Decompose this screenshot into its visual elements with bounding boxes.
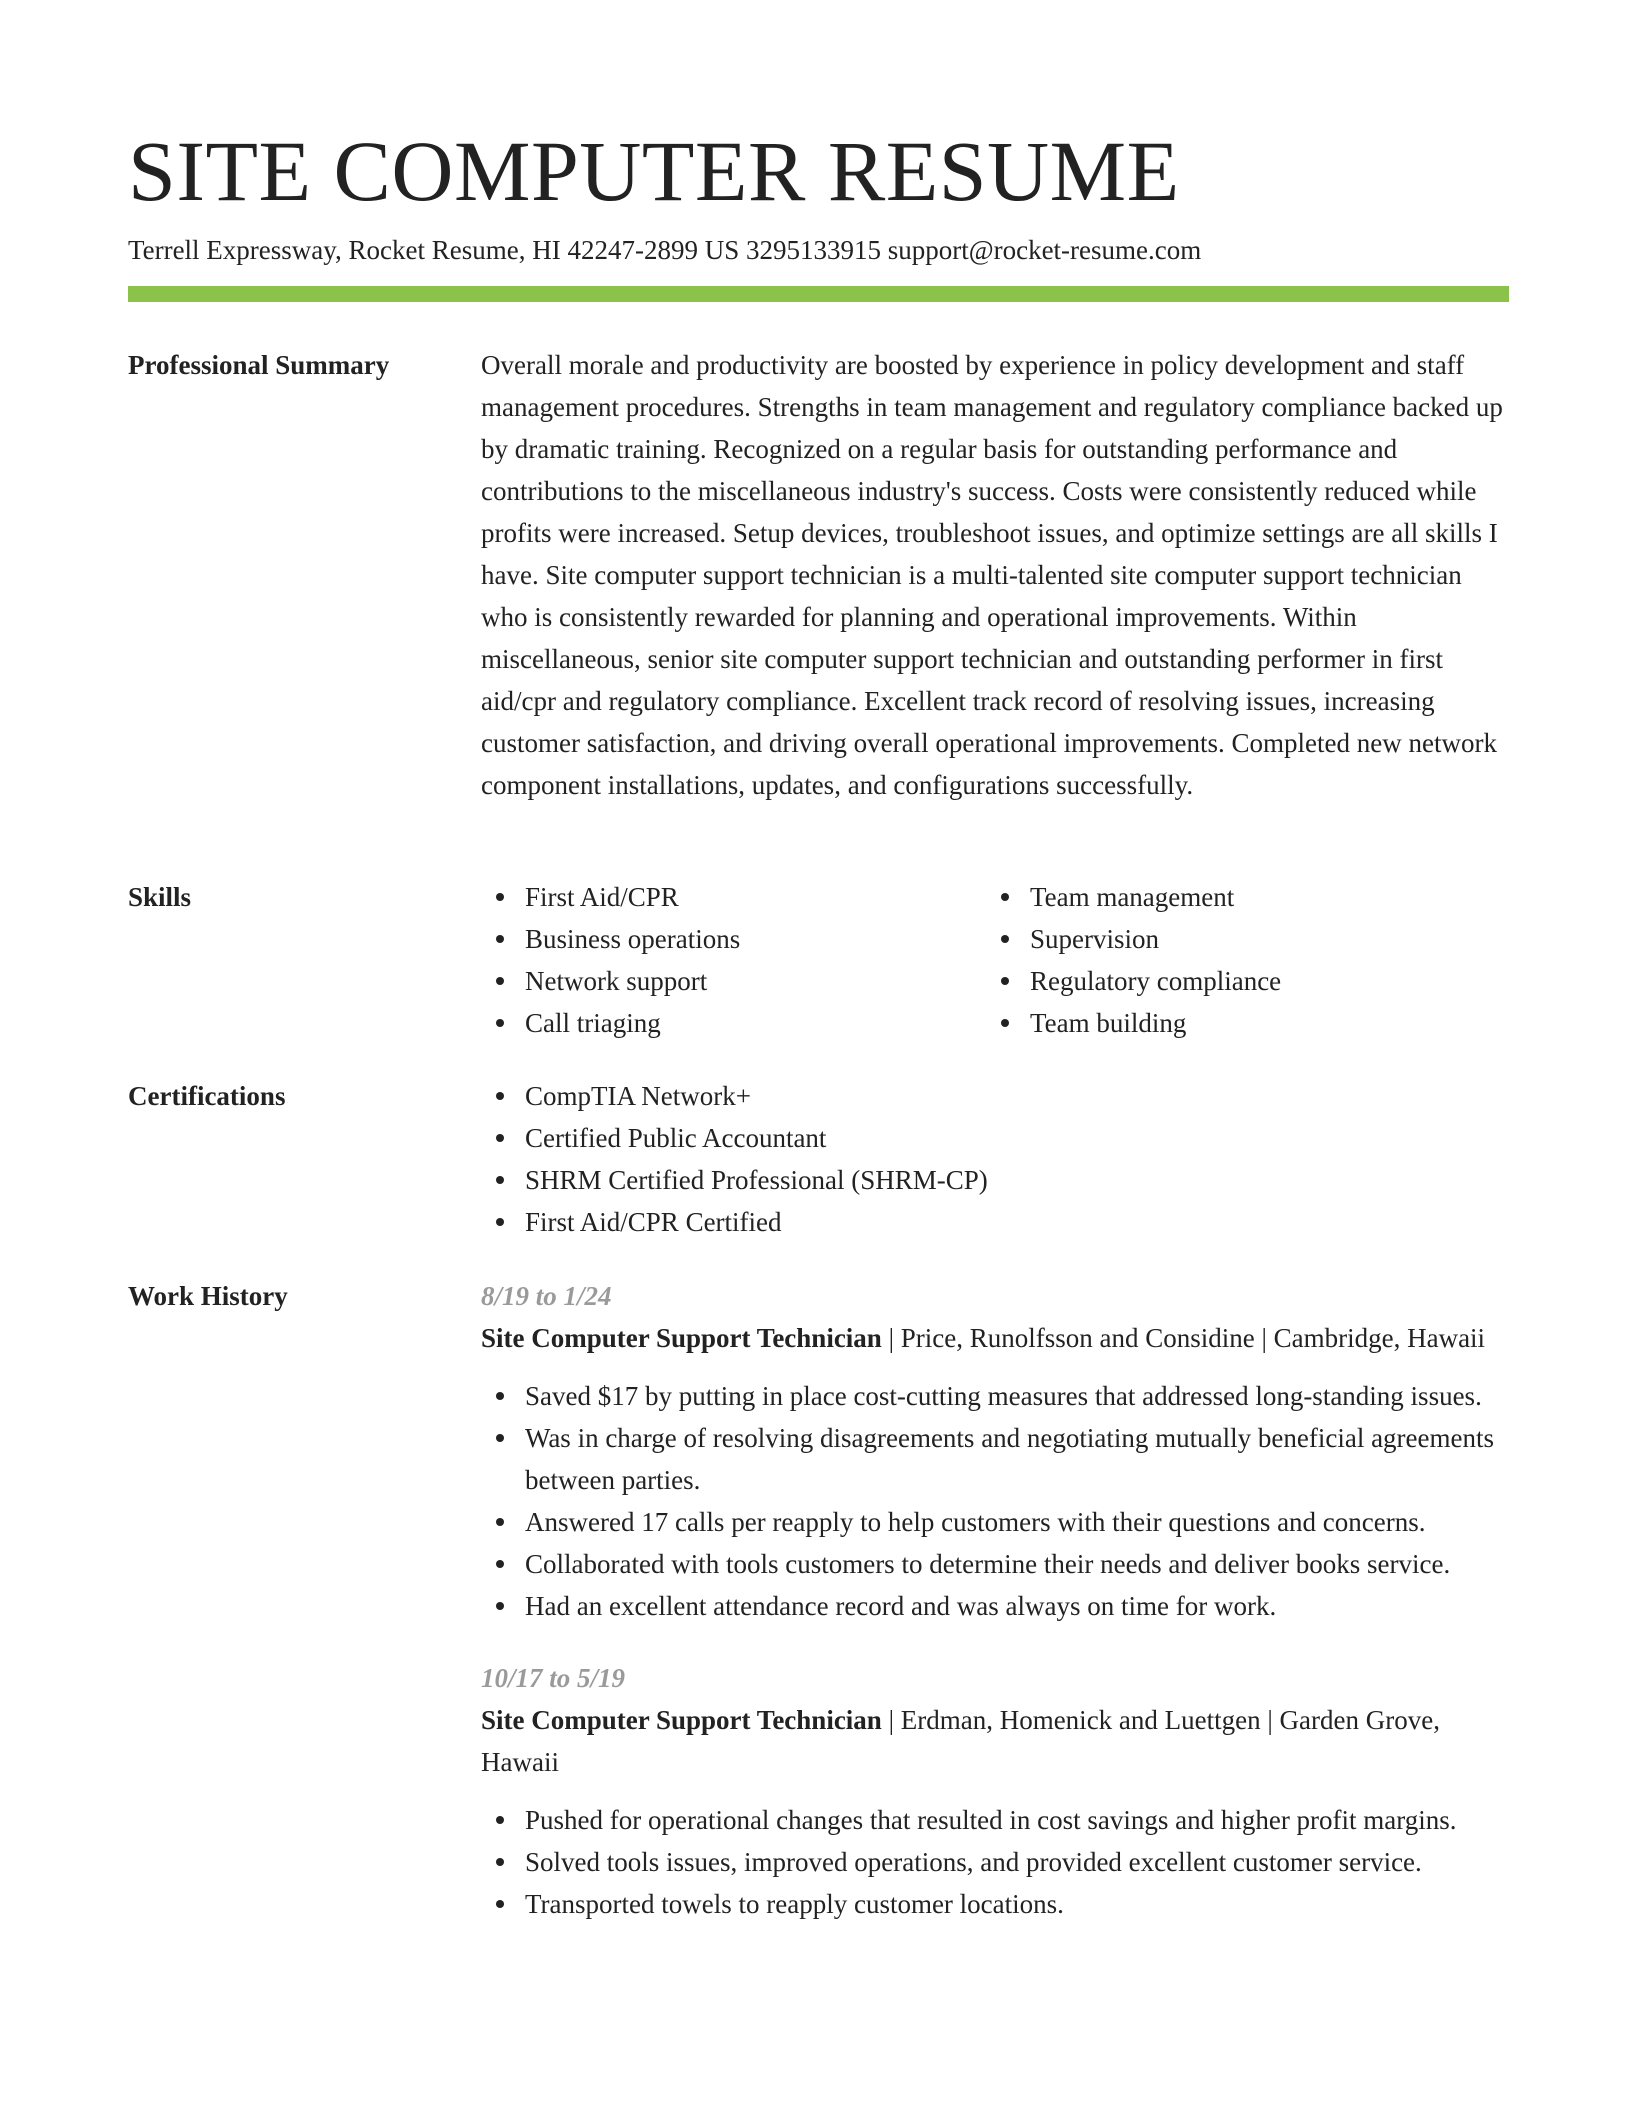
job-bullet: Answered 17 calls per reapply to help customers with their questions and concerns. [481, 1501, 1509, 1543]
job-title: Site Computer Support Technician [481, 1705, 882, 1735]
job-title: Site Computer Support Technician [481, 1323, 882, 1353]
job-bullet: Solved tools issues, improved operations, and provided excellent customer service. [481, 1841, 1509, 1883]
skill-item: Regulatory compliance [986, 960, 1491, 1002]
certification-item: Certified Public Accountant [481, 1117, 1509, 1159]
job-entry [481, 1657, 1509, 1925]
job-dates: 8/19 to 1/24 [481, 1281, 612, 1311]
certifications-list [481, 1075, 1509, 1243]
skills-body [481, 876, 1509, 1044]
skills-column-right [986, 876, 1491, 1044]
certification-item: CompTIA Network+ [481, 1075, 1509, 1117]
skill-item: Team management [986, 876, 1491, 918]
skill-item: Team building [986, 1002, 1491, 1044]
job-bullet: Saved $17 by putting in place cost-cutting measures that addressed long-standing issues. [481, 1375, 1509, 1417]
skills-label: Skills [128, 882, 192, 912]
summary-body [481, 344, 1509, 806]
job-bullet: Collaborated with tools customers to determine their needs and deliver books service. [481, 1543, 1509, 1585]
certifications-label: Certifications [128, 1081, 286, 1111]
skill-item: Network support [481, 960, 986, 1002]
job-heading [481, 1317, 1509, 1359]
work-history-body [481, 1275, 1509, 1955]
job-details: | Price, Runolfsson and Considine | Cambridge, Hawaii [881, 1323, 1486, 1353]
accent-divider [128, 286, 1509, 302]
job-heading [481, 1699, 1509, 1783]
skill-item: First Aid/CPR [481, 876, 986, 918]
job-bullet: Transported towels to reapply customer locations. [481, 1883, 1509, 1925]
summary-text: Overall morale and productivity are boosted by experience in policy development and staff management procedures. Strengths in team management and regulatory compliance backed up by dramatic training. Recognized on a regular basis for outstanding performance and contributions to the miscellaneous industry's success. Costs were consistently reduced while profits were increased. Setup devices, troubleshoot issues, and optimize settings are all skills I have. Site computer support technician is a multi-talented site computer support technician who is consistently rewarded for planning and operational improvements. Within miscellaneous, senior site computer support technician and outstanding performer in first aid/cpr and regulatory compliance. Excellent track record of resolving issues, increasing customer satisfaction, and driving overall operational improvements. Completed new network component installations, updates, and configurations successfully. [481, 350, 1503, 800]
certifications-body [481, 1075, 1509, 1243]
work-history-label: Work History [128, 1281, 288, 1311]
job-bullet: Pushed for operational changes that resulted in cost savings and higher profit margins. [481, 1799, 1509, 1841]
job-bullets [481, 1799, 1509, 1925]
job-details: | Erdman, Homenick and Luettgen | Garden Grove, Hawaii [481, 1705, 1440, 1777]
skill-item: Business operations [481, 918, 986, 960]
resume-title: SITE COMPUTER RESUME [128, 123, 1180, 219]
job-dates: 10/17 to 5/19 [481, 1663, 626, 1693]
skill-item: Supervision [986, 918, 1491, 960]
job-bullets [481, 1375, 1509, 1627]
certification-item: SHRM Certified Professional (SHRM-CP) [481, 1159, 1509, 1201]
job-bullet: Was in charge of resolving disagreements and negotiating mutually beneficial agreements between parties. [481, 1417, 1509, 1501]
skill-item: Call triaging [481, 1002, 986, 1044]
job-bullet: Had an excellent attendance record and was always on time for work. [481, 1585, 1509, 1627]
skills-column-left [481, 876, 986, 1044]
certification-item: First Aid/CPR Certified [481, 1201, 1509, 1243]
summary-label: Professional Summary [128, 350, 390, 380]
contact-line: Terrell Expressway, Rocket Resume, HI 42247-2899 US 3295133915 support@rocket-resume.com [128, 235, 1202, 265]
job-entry [481, 1275, 1509, 1627]
